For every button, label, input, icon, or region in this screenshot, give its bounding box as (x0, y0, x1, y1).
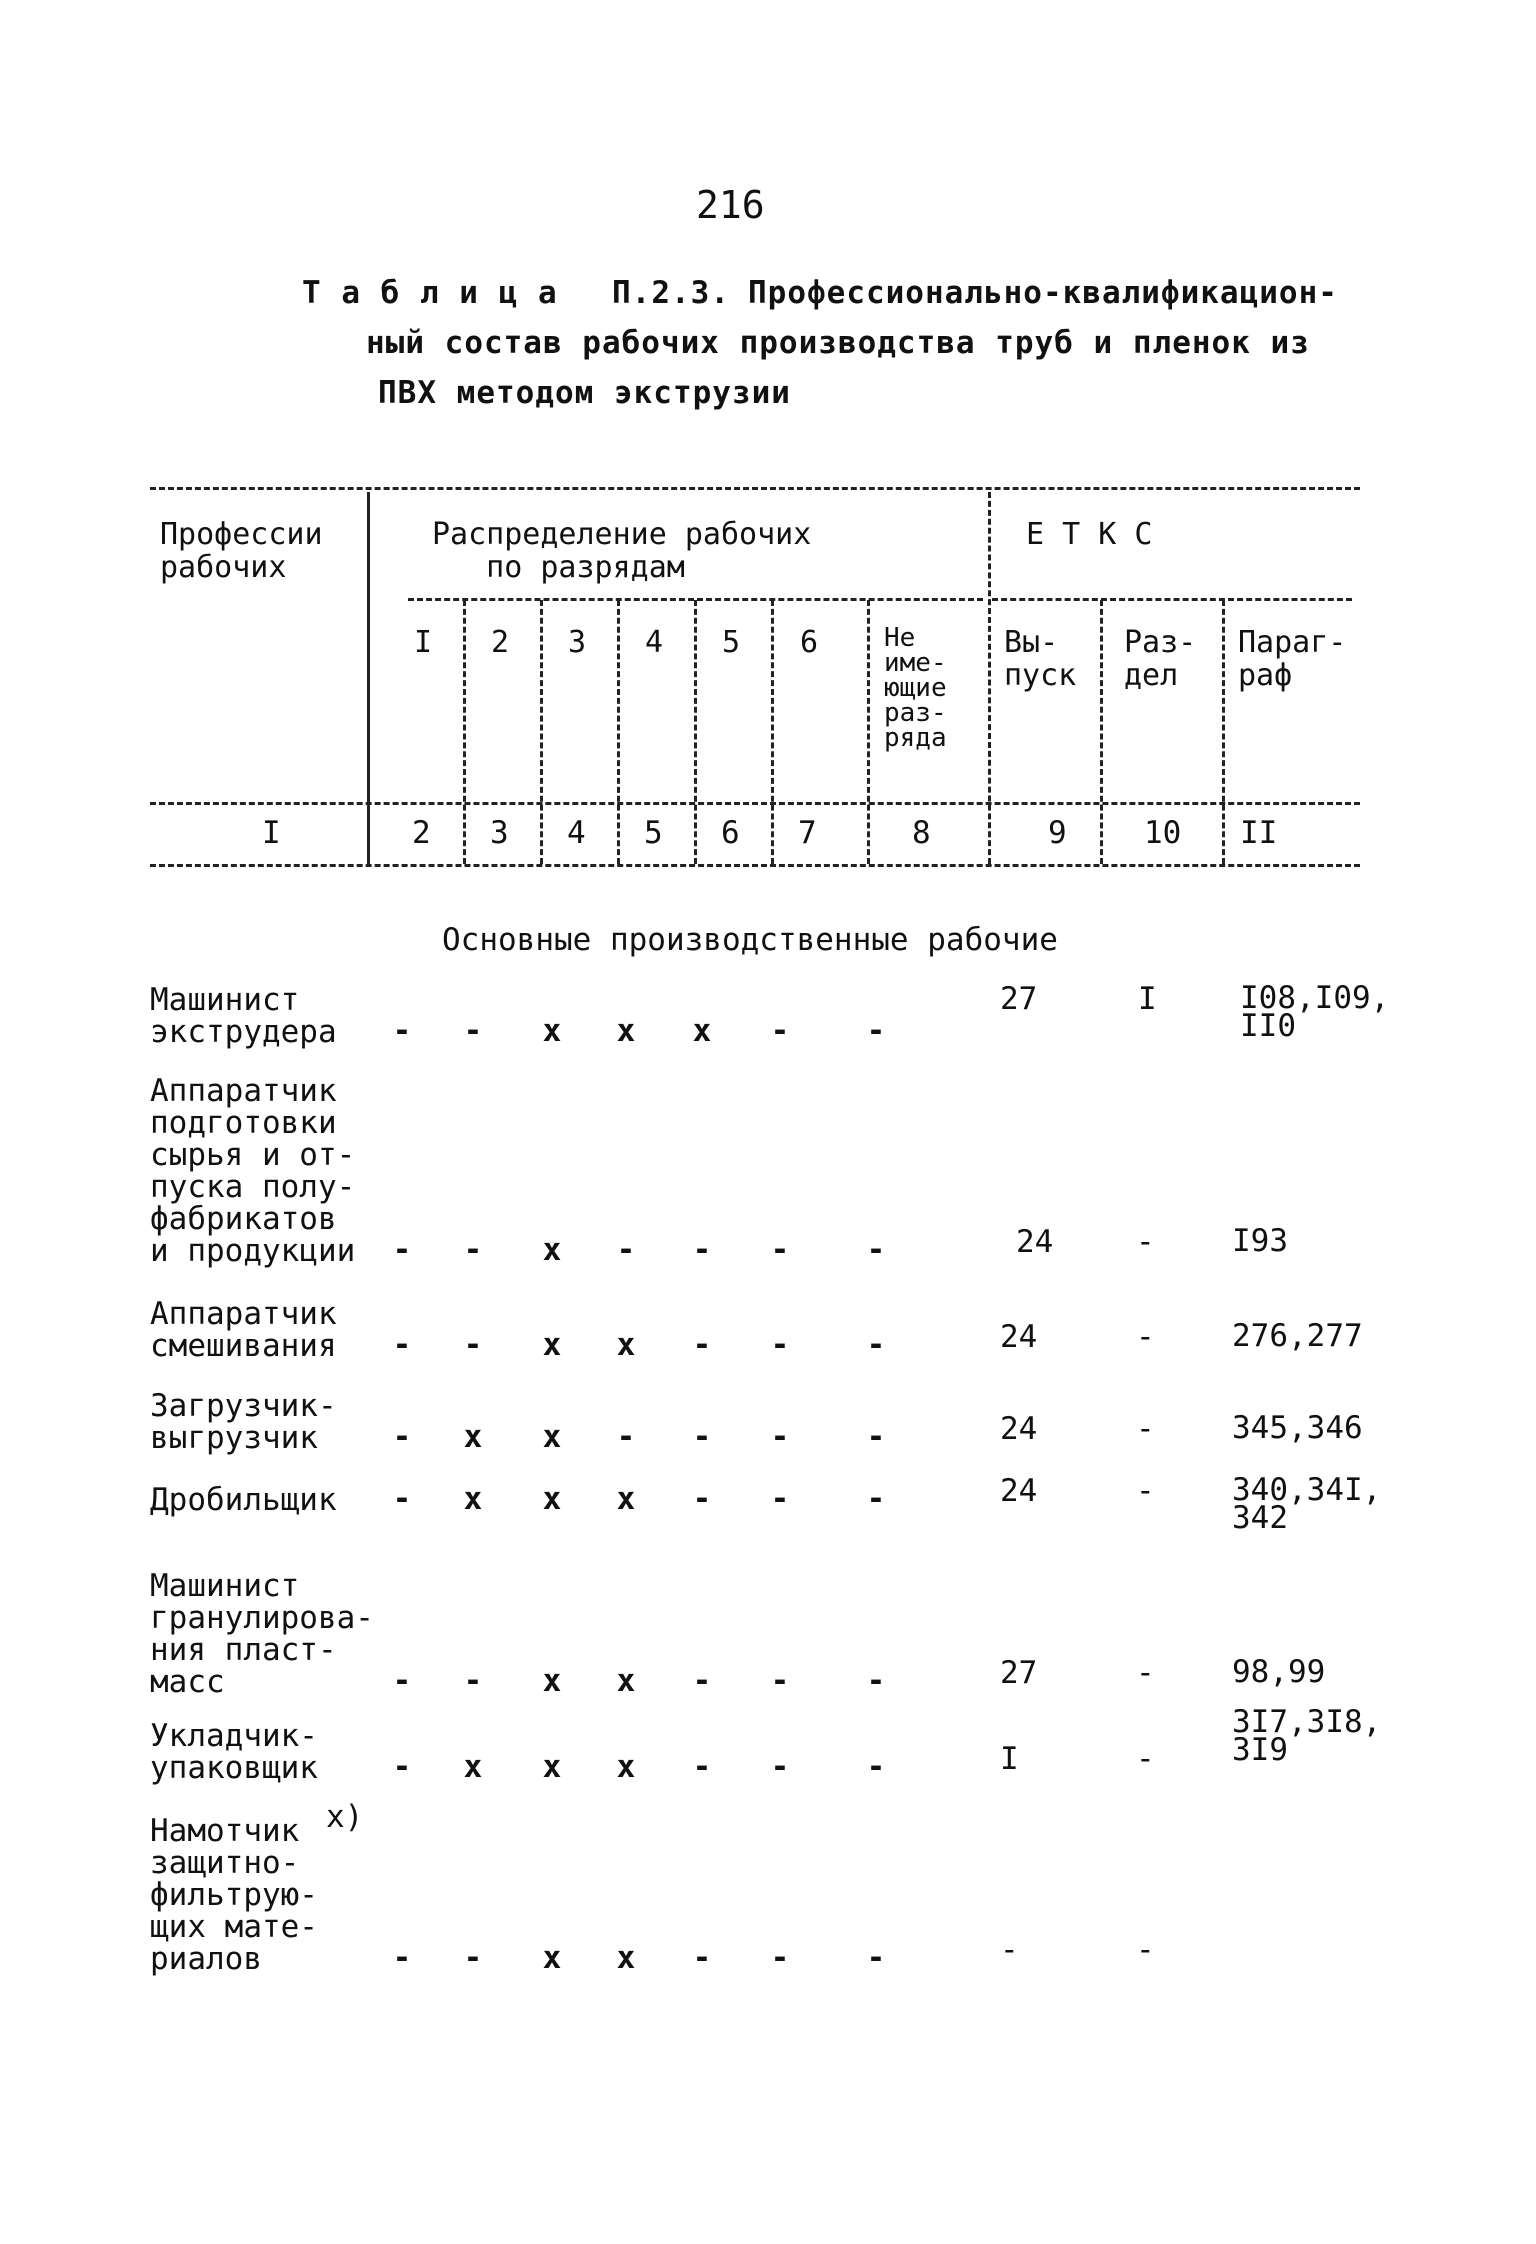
row-paragraph: I93 (1232, 1223, 1288, 1259)
caption-title-line3: ПВХ методом экструзии (378, 375, 791, 411)
row-grade-mark: х (616, 1940, 636, 1976)
row-grade-mark: - (692, 1940, 712, 1976)
row-issue: 24 (1000, 1319, 1038, 1355)
col-divider-etks (988, 492, 991, 864)
row-grade-mark: х (692, 1013, 712, 1049)
row-grade-mark: - (392, 1013, 412, 1049)
row-grade-mark: х (463, 1481, 483, 1517)
row-footnote-mark: х) (326, 1799, 364, 1835)
row-section: - (1136, 1224, 1155, 1260)
row-grade-mark: х (616, 1663, 636, 1699)
row-grade-mark: х (616, 1327, 636, 1363)
row-grade-mark: - (692, 1749, 712, 1785)
row-grade-mark: - (866, 1749, 886, 1785)
row-grade-mark: - (692, 1481, 712, 1517)
col-number-3: 3 (490, 815, 509, 851)
row-grade-mark: - (770, 1481, 790, 1517)
row-grade-mark: - (463, 1327, 483, 1363)
header-grade-5: 5 (722, 625, 741, 660)
row-profession: Аппаратчик подготовки сырья и от- пуска полу- фабрикатов и продукции (150, 1073, 356, 1269)
caption-title-line2: ный состав рабочих производства труб и пленок из (366, 325, 1310, 361)
row-grade-mark: - (463, 1013, 483, 1049)
col-number-2: 2 (412, 815, 431, 851)
header-grade-4: 4 (645, 625, 664, 660)
row-section: I (1138, 981, 1157, 1017)
row-section: - (1136, 1473, 1155, 1509)
header-no-grade: Не име- ющие раз- ряда (884, 623, 947, 753)
row-section: - (1136, 1319, 1155, 1355)
col-divider-3 (540, 600, 543, 864)
col-number-7: 7 (798, 815, 817, 851)
caption-title-line1: Профессионально-квалификацион- (748, 275, 1338, 311)
row-grade-mark: - (866, 1419, 886, 1455)
row-grade-mark: х (542, 1663, 562, 1699)
row-grade-mark: - (463, 1232, 483, 1268)
row-profession: Загрузчик- выгрузчик (150, 1388, 337, 1456)
header-grade-1: I (414, 625, 433, 660)
section-title: Основные производственные рабочие (442, 922, 1058, 958)
row-grade-mark: х (542, 1013, 562, 1049)
header-professions: Профессии рабочих (160, 517, 323, 585)
header-paragraph: Параг- раф (1238, 625, 1347, 693)
col-divider-4 (617, 600, 620, 864)
row-grade-mark: - (692, 1419, 712, 1455)
row-grade-mark: - (392, 1663, 412, 1699)
header-grade-3: 3 (568, 625, 587, 660)
caption-number: П.2.3. (612, 275, 730, 311)
row-issue: 27 (1000, 981, 1038, 1017)
row-profession: Аппаратчик смешивания (150, 1296, 337, 1364)
row-grade-mark: х (616, 1481, 636, 1517)
col-number-10: 10 (1144, 815, 1182, 851)
row-grade-mark: х (463, 1419, 483, 1455)
row-grade-mark: - (770, 1749, 790, 1785)
col-number-5: 5 (644, 815, 663, 851)
row-issue: 24 (1016, 1224, 1054, 1260)
row-section: - (1136, 1932, 1155, 1968)
etks-subheader-rule (992, 598, 1352, 601)
row-grade-mark: - (770, 1419, 790, 1455)
header-grade-2: 2 (491, 625, 510, 660)
col-divider-5 (694, 600, 697, 864)
col-number-4: 4 (567, 815, 586, 851)
row-grade-mark: х (463, 1749, 483, 1785)
col-divider-7 (867, 600, 870, 864)
col-number-11: II (1240, 815, 1278, 851)
caption-label: Т а б л и ц а (302, 275, 558, 311)
row-profession: Дробильщик (150, 1482, 337, 1518)
row-grade-mark: - (392, 1940, 412, 1976)
col-divider-1 (367, 492, 370, 864)
row-section: - (1136, 1411, 1155, 1447)
row-grade-mark: - (616, 1419, 636, 1455)
row-issue: 24 (1000, 1473, 1038, 1509)
row-grade-mark: - (770, 1013, 790, 1049)
row-grade-mark: х (542, 1327, 562, 1363)
col-divider-2 (463, 600, 466, 864)
col-divider-6 (771, 600, 774, 864)
col-number-6: 6 (721, 815, 740, 851)
row-section: - (1136, 1655, 1155, 1691)
col-number-9: 9 (1048, 815, 1067, 851)
row-grade-mark: - (866, 1327, 886, 1363)
row-issue: 24 (1000, 1411, 1038, 1447)
row-grade-mark: - (692, 1663, 712, 1699)
row-issue: I (1000, 1741, 1019, 1777)
row-grade-mark: х (542, 1749, 562, 1785)
row-grade-mark: - (392, 1327, 412, 1363)
row-paragraph: 3I7,3I8, 3I9 (1232, 1704, 1382, 1768)
row-grade-mark: х (616, 1749, 636, 1785)
row-grade-mark: - (392, 1749, 412, 1785)
row-grade-mark: - (692, 1232, 712, 1268)
row-paragraph: 345,346 (1232, 1410, 1363, 1446)
row-profession: Машинист гранулирова- ния пласт- масс (150, 1568, 374, 1700)
header-section: Раз- дел (1124, 625, 1197, 693)
table-top-rule (150, 487, 1360, 490)
row-paragraph: 98,99 (1232, 1654, 1326, 1690)
row-paragraph: I08,I09, II0 (1240, 980, 1390, 1044)
numbers-bottom-rule (150, 864, 1360, 867)
header-bottom-rule (150, 802, 1360, 805)
row-grade-mark: х (616, 1013, 636, 1049)
row-grade-mark: - (866, 1232, 886, 1268)
col-number-8: 8 (912, 815, 931, 851)
row-grade-mark: - (770, 1940, 790, 1976)
row-grade-mark: х (542, 1481, 562, 1517)
row-grade-mark: - (770, 1663, 790, 1699)
row-grade-mark: - (692, 1327, 712, 1363)
row-grade-mark: - (866, 1013, 886, 1049)
row-grade-mark: - (866, 1481, 886, 1517)
row-grade-mark: - (616, 1232, 636, 1268)
row-paragraph: 276,277 (1232, 1318, 1363, 1354)
header-issue: Вы- пуск (1004, 625, 1077, 693)
header-grade-6: 6 (800, 625, 819, 660)
row-grade-mark: - (392, 1481, 412, 1517)
row-grade-mark: - (463, 1663, 483, 1699)
row-grade-mark: - (392, 1232, 412, 1268)
row-grade-mark: - (463, 1940, 483, 1976)
row-grade-mark: х (542, 1232, 562, 1268)
row-grade-mark: - (770, 1232, 790, 1268)
row-section: - (1136, 1741, 1155, 1777)
col-divider-9 (1100, 600, 1103, 864)
col-number-1: I (262, 815, 281, 851)
col-divider-10 (1222, 600, 1225, 864)
row-grade-mark: - (866, 1940, 886, 1976)
row-grade-mark: - (770, 1327, 790, 1363)
header-etks: Е Т К С (1026, 517, 1153, 552)
row-profession: Намотчик защитно- фильтрую- щих мате- риалов (150, 1813, 318, 1977)
header-distribution: Распределение рабочих по разрядам (432, 517, 812, 585)
row-grade-mark: х (542, 1419, 562, 1455)
row-paragraph: 340,34I, 342 (1232, 1472, 1382, 1536)
row-grade-mark: х (542, 1940, 562, 1976)
page-number: 216 (696, 183, 765, 227)
row-profession: Машинист экструдера (150, 982, 337, 1050)
row-profession: Укладчик- упаковщик (150, 1718, 318, 1786)
row-issue: - (1000, 1932, 1019, 1968)
row-issue: 27 (1000, 1655, 1038, 1691)
row-grade-mark: - (392, 1419, 412, 1455)
row-grade-mark: - (866, 1663, 886, 1699)
